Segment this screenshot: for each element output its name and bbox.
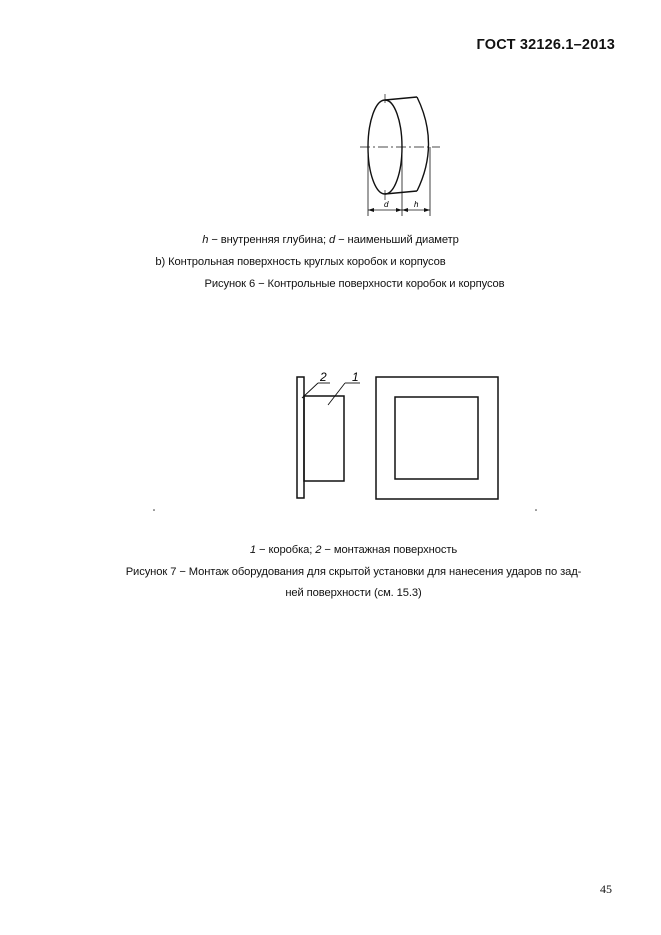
figure-6-subcaption: b) Контрольная поверхность круглых коробок и корпусов (155, 256, 446, 268)
legend-d-symbol: d (328, 234, 336, 246)
dimension-label-d: d (384, 200, 389, 209)
legend-1-text: − коробка; (256, 544, 316, 556)
legend-h-symbol: h (202, 234, 209, 246)
callout-label-2: 2 (320, 370, 327, 384)
scan-dot-right (535, 509, 537, 511)
leader-line-1 (328, 383, 345, 405)
legend-2-symbol: 2 (315, 544, 322, 556)
standard-header: ГОСТ 32126.1–2013 (476, 37, 615, 53)
mounting-surface-plate (297, 377, 304, 498)
page-number: 45 (600, 882, 612, 896)
scan-dot-left (153, 509, 155, 511)
legend-1-symbol: 1 (249, 544, 257, 556)
legend-h-text: − внутренняя глубина; (208, 234, 329, 246)
figure-7-legend (23, 544, 661, 556)
front-view-inner-opening (395, 397, 478, 479)
legend-2-text: − монтажная поверхность (321, 544, 458, 556)
figure-7-caption-line-2: ней поверхности (см. 15.3) (285, 587, 422, 599)
callout-label-1: 1 (352, 370, 359, 384)
legend-d-text: − наименьший диаметр (335, 234, 459, 246)
box-side-view (304, 396, 344, 481)
figure-7-caption-line-1: Рисунок 7 − Монтаж оборудования для скрытой установки для нанесения ударов по зад- (125, 566, 582, 578)
figure-6-caption: Рисунок 6 − Контрольные поверхности коробок и корпусов (204, 278, 505, 290)
dimension-label-h: h (414, 200, 419, 209)
